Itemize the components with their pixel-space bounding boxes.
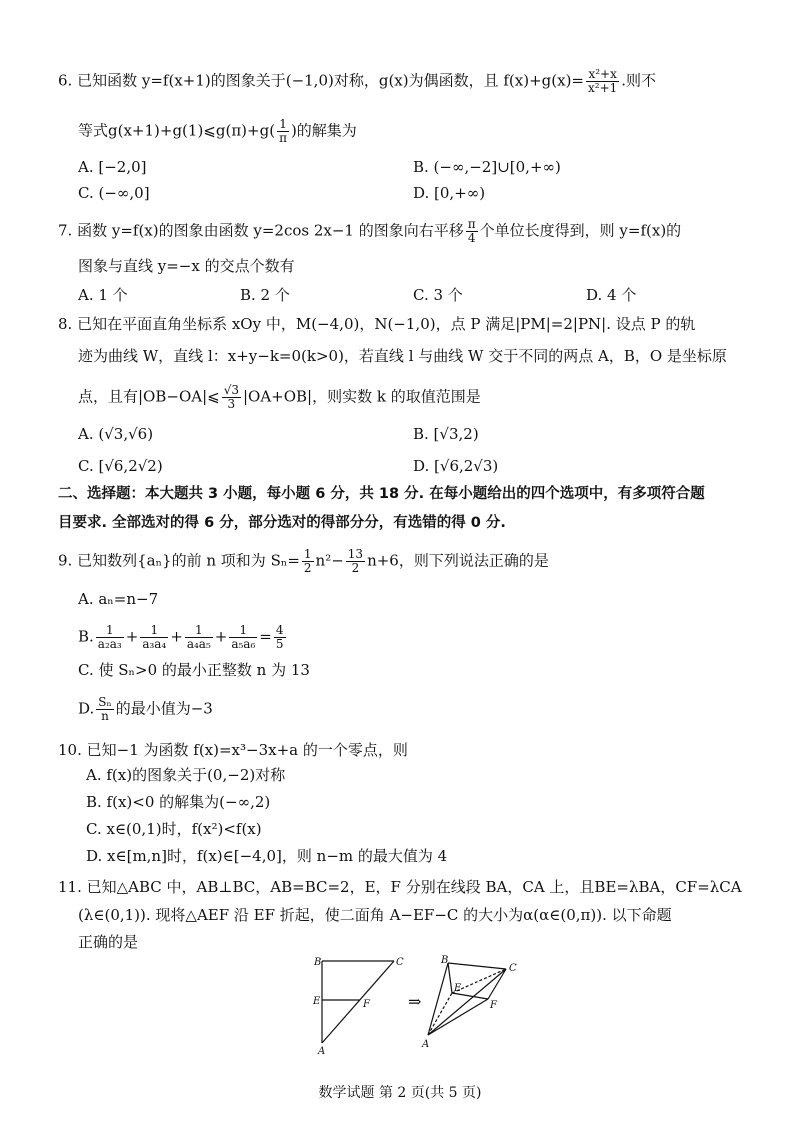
- right-fold-diagram: [428, 963, 506, 1035]
- left-triangle-diagram: [322, 961, 394, 1043]
- q7-option-c: C. 3 个: [413, 286, 463, 304]
- label-f: F: [363, 999, 370, 1010]
- q9-option-c: C. 使 Sₙ>0 的最小正整数 n 为 13: [78, 661, 310, 679]
- q9-option-a: A. aₙ=n−7: [78, 590, 159, 608]
- label-a: A: [422, 1039, 430, 1050]
- label-a: A: [318, 1046, 326, 1055]
- label-b: B: [314, 957, 322, 968]
- q6-line1: 6. 已知函数 y=f(x+1)的图象关于(−1,0)对称，g(x)为偶函数，且 f(x)+g(x)= $\frac{\text{x²+x}}{\text{x²+1}}$ .则不: [58, 67, 657, 95]
- fraction: $\frac{4}{5}$: [275, 623, 284, 651]
- fraction: $\frac{1}{\text{a₂a₃}}$: [97, 623, 122, 651]
- q8-option-c: C. [√6,2√2): [78, 457, 163, 475]
- fraction: $\frac{\text{Sₙ}}{n}$: [98, 695, 112, 723]
- segment-be: [448, 963, 452, 993]
- label-b: B: [441, 955, 449, 966]
- q10-option-c: C. x∈(0,1)时，f(x²)<f(x): [86, 820, 262, 838]
- fraction: $\frac{13}{2}$: [347, 547, 364, 575]
- q7-line1: 7. 函数 y=f(x)的图象由函数 y=2cos 2x−1 的图象向右平移 $\frac{\pi}{4}$ 个单位长度得到，则 y=f(x)的: [58, 217, 682, 245]
- q8-option-a: A. (√3,√6): [78, 425, 154, 443]
- q8-line3: 点，且有|OB−OA|⩽ $\frac{√3}{3}$ |OA+OB|，则实数 k 的取值范围是: [78, 383, 481, 411]
- q6-option-c: C. (−∞,0]: [78, 184, 150, 202]
- fraction: $\frac{1}{2}$: [303, 547, 312, 575]
- q8-line1: 8. 已知在平面直角坐标系 xOy 中，M(−4,0)，N(−1,0)，点 P 满足|PM|=2|PN|. 设点 P 的轨: [58, 315, 696, 333]
- q6-option-a: A. [−2,0]: [78, 158, 147, 176]
- fraction: $\frac{1}{\text{a₄a₅}}$: [186, 623, 211, 651]
- q10-option-a: A. f(x)的图象关于(0,−2)对称: [86, 766, 286, 784]
- q6-line2: 等式g(x+1)+g(1)⩽g(π)+g( $\frac{1}{\pi}$ )的解集为: [78, 117, 357, 145]
- fraction: $\frac{\pi}{4}$: [467, 217, 476, 245]
- section2-line1: 二、选择题：本大题共 3 小题，每小题 6 分，共 18 分. 在每小题给出的四个选项中，有多项符合题: [58, 486, 705, 502]
- segment-ca: [322, 961, 394, 1043]
- q7-option-d: D. 4 个: [586, 286, 637, 304]
- q7-option-a: A. 1 个: [78, 286, 128, 304]
- fraction: $\frac{1}{\pi}$: [279, 117, 287, 145]
- arrow-icon: ⇒: [408, 992, 422, 1011]
- fraction: $\frac{1}{\text{a₃a₄}}$: [142, 623, 167, 651]
- q8-option-d: D. [√6,2√3): [413, 457, 499, 475]
- q11-line1: 11. 已知△ABC 中，AB⊥BC，AB=BC=2，E，F 分别在线段 BA，CA 上，且BE=λBA，CF=λCA: [58, 878, 742, 896]
- q9-option-d: D. $\frac{\text{Sₙ}}{n}$ 的最小值为−3: [78, 695, 213, 723]
- q6-option-b: B. (−∞,−2]∪[0,+∞): [413, 158, 561, 176]
- q10-option-b: B. f(x)<0 的解集为(−∞,2): [86, 793, 271, 811]
- q11-line2: (λ∈(0,1)). 现将△AEF 沿 EF 折起，使二面角 A−EF−C 的大小为α(α∈(0,π)). 以下命题: [78, 906, 672, 924]
- q9-option-b: B. $\frac{1}{\text{a₂a₃}}$ + $\frac{1}{\text{a₃a₄}}$ + $\frac{1}{\text{a₄a₅}}$ + $\frac{1}{\text{a₅a₆}}$ = $\frac{4}{5}$: [78, 623, 284, 651]
- q10-option-d: D. x∈[m,n]时，f(x)∈[−4,0]，则 n−m 的最大值为 4: [86, 847, 448, 865]
- segment-ae-hidden: [428, 993, 452, 1035]
- q11-line3: 正确的是: [78, 933, 139, 951]
- q7-line2: 图象与直线 y=−x 的交点个数有: [78, 257, 295, 275]
- q6-option-d: D. [0,+∞): [413, 184, 486, 202]
- fold-figure: [308, 955, 548, 1055]
- label-f: F: [490, 1000, 497, 1011]
- label-c: C: [396, 957, 404, 968]
- label-e: E: [454, 983, 462, 994]
- label-c: C: [509, 963, 517, 974]
- q10-line1: 10. 已知−1 为函数 f(x)=x³−3x+a 的一个零点，则: [58, 741, 408, 759]
- page-footer: 数学试题 第 2 页(共 5 页): [318, 1085, 482, 1101]
- q8-option-b: B. [√3,2): [413, 425, 479, 443]
- fraction: $\frac{1}{\text{a₅a₆}}$: [231, 623, 256, 651]
- fraction: $\frac{\text{x²+x}}{\text{x²+1}}$: [588, 67, 618, 95]
- q8-line2: 迹为曲线 W，直线 l：x+y−k=0(k>0)，若直线 l 与曲线 W 交于不同的两点 A，B，O 是坐标原: [78, 347, 727, 365]
- segment-cf: [488, 969, 506, 999]
- fraction: $\frac{√3}{3}$: [223, 383, 239, 411]
- section2-line2: 目要求. 全部选对的得 6 分，部分选对的得部分分，有选错的得 0 分.: [58, 515, 506, 531]
- segment-bc: [448, 963, 506, 969]
- q7-option-b: B. 2 个: [240, 286, 290, 304]
- label-e: E: [313, 996, 321, 1007]
- q9-line1: 9. 已知数列{aₙ}的前 n 项和为 Sₙ= $\frac{1}{2}$ n²− $\frac{13}{2}$ n+6，则下列说法正确的是: [58, 547, 549, 575]
